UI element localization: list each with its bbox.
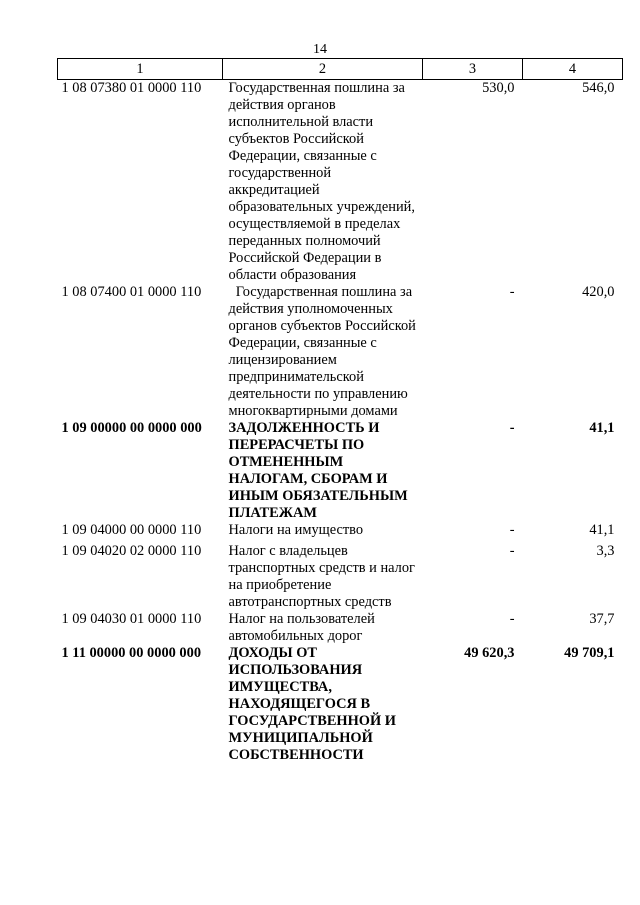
row-code: 1 09 04020 02 0000 110 [61, 543, 202, 559]
page-number: 14 [313, 42, 327, 57]
header-col-1: 1 [58, 59, 223, 80]
row-name: Государственная пошлина за действия органов исполнительной власти субъектов Российской Федерации, связанные с государственной аккредитацией образовательных учреждений, осуществляемой в пределах переданных полномочий Российской Федерации в области образования [228, 80, 415, 283]
row-name: ДОХОДЫ ОТ ИСПОЛЬЗОВАНИЯ ИМУЩЕСТВА, НАХОДЯЩЕГОСЯ В ГОСУДАРСТВЕННОЙ И МУНИЦИПАЛЬНОЙ СОБСТВЕННОСТИ [228, 645, 396, 763]
row-value-col4: 41,1 [589, 420, 615, 436]
row-value-col3: 530,0 [482, 80, 515, 96]
row-value-col4: 420,0 [582, 284, 615, 300]
row-value-col4: 37,7 [589, 611, 615, 627]
table-row [58, 80, 623, 285]
table-body [58, 80, 623, 765]
row-name: Налог на пользователей автомобильных дорог [228, 611, 375, 644]
table-row [58, 420, 623, 522]
header-row [58, 59, 623, 80]
table-row [58, 522, 623, 539]
row-value-col3: - [509, 284, 515, 300]
row-code: 1 08 07380 01 0000 110 [61, 80, 202, 96]
row-value-col4: 546,0 [582, 80, 615, 96]
row-code: 1 11 00000 00 0000 000 [61, 645, 202, 661]
row-value-col4: 3,3 [596, 543, 615, 559]
header-col-3: 3 [423, 59, 523, 80]
row-name: ЗАДОЛЖЕННОСТЬ И ПЕРЕРАСЧЕТЫ ПО ОТМЕНЕННЫМ НАЛОГАМ, СБОРАМ И ИНЫМ ОБЯЗАТЕЛЬНЫМ ПЛАТЕЖАМ [228, 420, 408, 521]
row-value-col4: 41,1 [589, 522, 615, 538]
row-code: 1 09 04030 01 0000 110 [61, 611, 202, 627]
row-code: 1 09 00000 00 0000 000 [61, 420, 202, 436]
row-code: 1 08 07400 01 0000 110 [61, 284, 202, 300]
row-value-col3: - [509, 522, 515, 538]
row-value-col3: 49 620,3 [464, 645, 515, 661]
table-header [58, 59, 623, 80]
table-row [58, 611, 623, 645]
header-col-4: 4 [523, 59, 623, 80]
row-value-col4: 49 709,1 [564, 645, 615, 661]
revenue-table [57, 58, 623, 764]
table-row [58, 284, 623, 420]
row-code: 1 09 04000 00 0000 110 [61, 522, 202, 538]
row-name: Налоги на имущество [228, 522, 364, 538]
table-row [58, 645, 623, 764]
row-value-col3: - [509, 543, 515, 559]
row-value-col3: - [509, 611, 515, 627]
table-row [58, 539, 623, 611]
header-col-2: 2 [223, 59, 423, 80]
row-value-col3: - [509, 420, 515, 436]
row-name: Государственная пошлина за действия уполномоченных органов субъектов Российской Федерации, связанные с лицензированием предпринимательской деятельности по управлению многоквартирными домами [228, 284, 416, 419]
row-name: Налог с владельцев транспортных средств и налог на приобретение автотранспортных средств [228, 543, 415, 610]
